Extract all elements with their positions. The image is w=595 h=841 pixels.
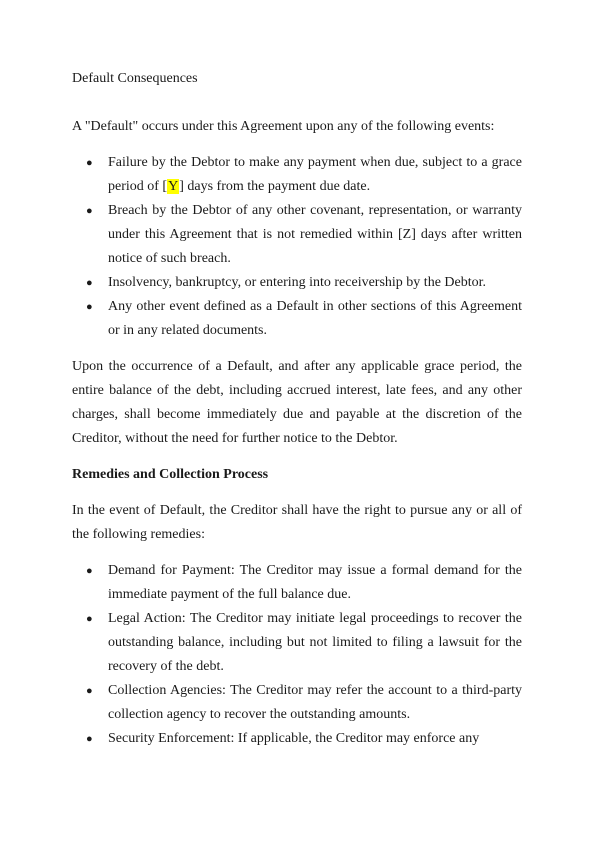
highlighted-placeholder: Y <box>168 179 179 194</box>
bullet-icon: ● <box>86 613 93 625</box>
list-item <box>72 271 522 295</box>
list-item-text: ] days from the payment due date. <box>179 179 371 194</box>
list-item-text: Failure by the Debtor to make any payment when due, subject to a grace period of [ <box>108 155 522 194</box>
remedies-intro-paragraph: In the event of Default, the Creditor shall have the right to pursue any or all of the following remedies: <box>72 503 522 542</box>
list-item-text: Demand for Payment: The Creditor may issue a formal demand for the immediate payment of the full balance due. <box>108 563 522 602</box>
list-item-text: Breach by the Debtor of any other covenant, representation, or warranty under this Agreement that is not remedied within [Z] days after written notice of such breach. <box>108 203 522 266</box>
list-item <box>72 295 522 343</box>
bullet-icon: ● <box>86 277 93 289</box>
list-item <box>72 727 522 751</box>
remedies-list <box>72 559 522 751</box>
list-item <box>72 199 522 271</box>
list-item <box>72 559 522 607</box>
list-item-text: Security Enforcement: If applicable, the Creditor may enforce any <box>108 731 480 746</box>
bullet-icon: ● <box>86 565 93 577</box>
list-item <box>72 607 522 679</box>
acceleration-paragraph: Upon the occurrence of a Default, and after any applicable grace period, the entire balance of the debt, including accrued interest, late fees, and any other charges, shall become immediately due and payable at the discretion of the Creditor, without the need for further notice to the Debtor. <box>72 359 522 446</box>
bullet-icon: ● <box>86 733 93 745</box>
bullet-icon: ● <box>86 301 93 313</box>
default-intro-paragraph: A "Default" occurs under this Agreement upon any of the following events: <box>72 119 495 134</box>
list-item <box>72 679 522 727</box>
default-events-list <box>72 151 522 343</box>
section-heading-default-consequences: Default Consequences <box>72 71 198 86</box>
list-item-text: Collection Agencies: The Creditor may refer the account to a third-party collection agency to recover the outstanding amounts. <box>108 683 522 722</box>
bullet-icon: ● <box>86 685 93 697</box>
list-item-text: Any other event defined as a Default in other sections of this Agreement or in any related documents. <box>108 299 522 338</box>
bullet-icon: ● <box>86 205 93 217</box>
list-item <box>72 151 522 199</box>
document-page <box>72 67 522 751</box>
list-item-text: Legal Action: The Creditor may initiate legal proceedings to recover the outstanding balance, including but not limited to filing a lawsuit for the recovery of the debt. <box>108 611 522 674</box>
list-item-text: Insolvency, bankruptcy, or entering into receivership by the Debtor. <box>108 275 487 290</box>
section-heading-remedies: Remedies and Collection Process <box>72 467 269 482</box>
bullet-icon: ● <box>86 157 93 169</box>
